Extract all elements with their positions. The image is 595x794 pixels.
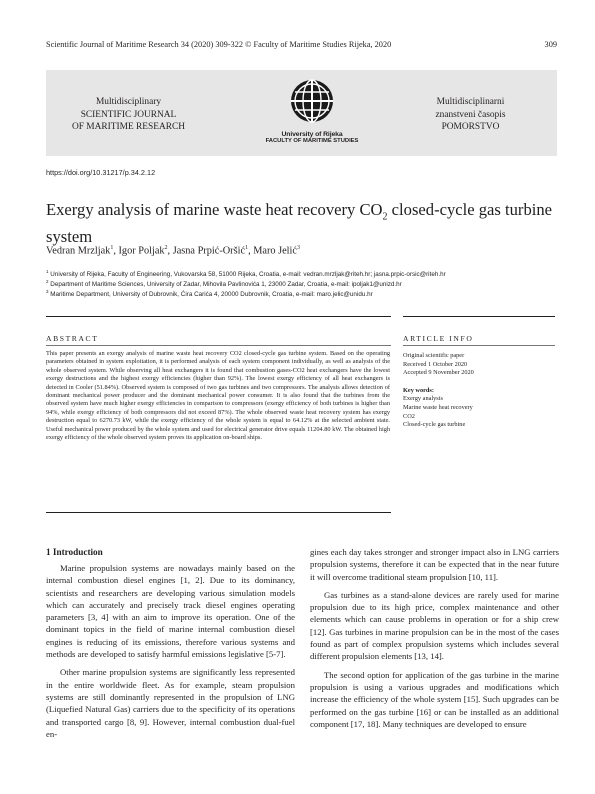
globe-icon	[289, 78, 335, 124]
body-paragraph: Gas turbines as a stand-alone devices are rarely used for marine propulsion due to its high price, complex maintenance and other elements which can cause problems in operation or for a ship crew [12]. Gas turbines in marine propulsion can be in the most of the cases found as part of complex propulsion systems which includes several different propulsion elements [13, 14].	[310, 589, 559, 662]
body-paragraph: The second option for application of the gas turbine in the marine propulsion is using a various upgrades and modifications which increase the efficiency of the whole system [15]. Such upgrades can be performed on the gas turbine [16] or can be installed as an additional component [17, 18]. Many techniques are developed to ensure	[310, 669, 559, 729]
author-name: Igor Poljak	[118, 245, 165, 257]
logo-text-university: University of Rijeka	[281, 131, 343, 138]
banner-right-text	[388, 96, 553, 134]
received-date: Received 1 October 2020	[403, 360, 468, 368]
keyword: CO2	[403, 412, 415, 420]
article-info	[403, 352, 553, 430]
author-name: Jasna Prpić-Oršić	[172, 245, 246, 257]
article-info-heading: ARTICLE INFO	[403, 334, 474, 343]
author-list: Vedran Mrzljak$^1$, Igor Poljak$^2$, Jasna Prpić-Oršić$^1$, Maro Jelić$^3$	[46, 245, 300, 257]
section-heading-introduction: 1 Introduction	[46, 547, 103, 557]
affiliation	[46, 288, 566, 299]
affiliation-text: Department of Maritime Sciences, University of Zadar, Mihovila Pavlinovića 1, 23000 Zadar, Croatia, e-mail: ipoljak1@unizd.hr	[50, 281, 402, 289]
abstract-bottom-rule	[46, 512, 391, 513]
body-column-left	[46, 562, 295, 746]
banner-right-line: znanstveni časopis	[435, 109, 506, 120]
title-text-continued: closed-cycle gas turbine system	[46, 200, 553, 247]
accepted-date: Accepted 9 November 2020	[403, 369, 474, 377]
info-rule	[403, 345, 555, 346]
affiliation-number: 2	[46, 279, 49, 284]
abstract-text: This paper presents an exergy analysis of marine waste heat recovery CO2 closed-cycle gas turbine system. Based on the operating parameters obtained in system exploitation, it is performed analysis of each system component individually, as well as analysis of the whole observed system. While observing all heat exchangers it is found that combustion gases-CO2 heat exchangers have the lowest exergy destructions and the highest exergy efficiencies (higher than 92%). The lowest exergy efficiency of all heat exchangers is detected in Cooler (51.84%). Observed system is composed of two gas turbines and two compressors. The analysis allows detection of dominant mechanical power producer and the dominant mechanical power consumer. It is also found that the turbines from the observed system have much higher exergy efficiencies in comparison to compressors (exergy efficiency of both turbines is higher than 94%, while exergy efficiency of both compressors did not exceed 87%). The whole observed waste heat recovery system has exergy destruction equal to 6270.73 kW, while the exergy efficiency of the whole system is equal to 64.12% at the selected ambient state. Useful mechanical power produced by the whole system and used for electrical generator drive equals 11204.80 kW. The obtained high exergy efficiency of the whole observed system proves its application on-board ships.	[46, 350, 390, 442]
title-text: Exergy analysis of marine waste heat recovery CO	[46, 200, 383, 219]
author-affiliation-mark: 1	[245, 245, 249, 251]
banner-left-text	[46, 96, 211, 134]
running-header: Scientific Journal of Maritime Research 34 (2020) 309-322 © Faculty of Maritime Studies Rijeka, 2020	[46, 40, 392, 49]
keyword: Exergy analysis	[403, 395, 443, 403]
banner-left-line: SCIENTIFIC JOURNAL	[80, 109, 177, 120]
university-logo	[262, 78, 362, 144]
info-top-rule	[403, 316, 555, 317]
body-paragraph: gines each day takes stronger and stronger impact also in LNG carriers propulsion systems, therefore it can be expected that in the near future it will overcome traditional steam propulsion [10, 11].	[310, 547, 559, 582]
keywords-label: Key words:	[403, 386, 434, 394]
affiliation-text: University of Rijeka, Faculty of Engineering, Vukovarska 58, 51000 Rijeka, Croatia, e-mail: vedran.mrzljak@riteh.hr; jasna.prpic-orsic@riteh.hr	[50, 271, 446, 279]
author-affiliation-mark: 3	[296, 245, 300, 251]
doi-link[interactable]: https://doi.org/10.31217/p.34.2.12	[46, 168, 156, 177]
page-number: 309	[544, 40, 557, 49]
affiliation-text: Maritime Department, University of Dubrovnik, Ćira Carića 4, 20000 Dubrovnik, Croatia, e-mail: maro.jelic@unidu.hr	[50, 291, 373, 299]
article-type: Original scientific paper	[403, 352, 465, 359]
author-affiliation-mark: 2	[164, 245, 168, 251]
keyword: Marine waste heat recovery	[403, 403, 473, 411]
author-name: Vedran Mrzljak	[46, 245, 111, 257]
keyword: Closed-cycle gas turbine	[403, 421, 466, 429]
body-paragraph: Marine propulsion systems are nowadays mainly based on the internal combustion diesel engines [1, 2]. Due to its dominancy, scientists and researchers are developing various simulation models which can accurately and precisely track diesel engines operating parameters [3, 4] with an aim to improve its operation. One of the dominant topics in the field of marine internal combustion diesel engines is reducing of its emissions, therefore various systems and methods are developed to satisfy harmful emissions legislative [5-7].	[46, 563, 295, 660]
title-subscript: 2	[382, 211, 388, 223]
author-affiliation-mark: 1	[110, 245, 114, 251]
affiliation-number: 3	[46, 289, 49, 294]
banner-right-line: POMORSTVO	[441, 122, 500, 132]
abstract-heading: ABSTRACT	[46, 334, 99, 343]
affiliation-number: 1	[46, 269, 49, 274]
banner-left-line: Multidisciplinary	[95, 97, 162, 107]
author-name: Maro Jelić	[253, 245, 297, 257]
paper-title	[46, 200, 566, 247]
abstract-rule	[46, 345, 391, 346]
banner-right-line: Multidisciplinarni	[436, 97, 505, 107]
logo-text-faculty: FACULTY OF MARITIME STUDIES	[265, 138, 359, 144]
abstract-top-rule	[46, 316, 391, 317]
body-column-right	[310, 546, 559, 736]
body-paragraph: Other marine propulsion systems are significantly less represented in the entire worldwide fleet. As for example, steam propulsion systems are still dominantly represented in the propulsion of LNG (Liquefied Natural Gas) carriers due to the specificity of its operations and transported cargo [8, 9]. However, internal combustion dual-fuel en-	[46, 667, 295, 739]
banner-left-line: OF MARITIME RESEARCH	[71, 122, 186, 132]
